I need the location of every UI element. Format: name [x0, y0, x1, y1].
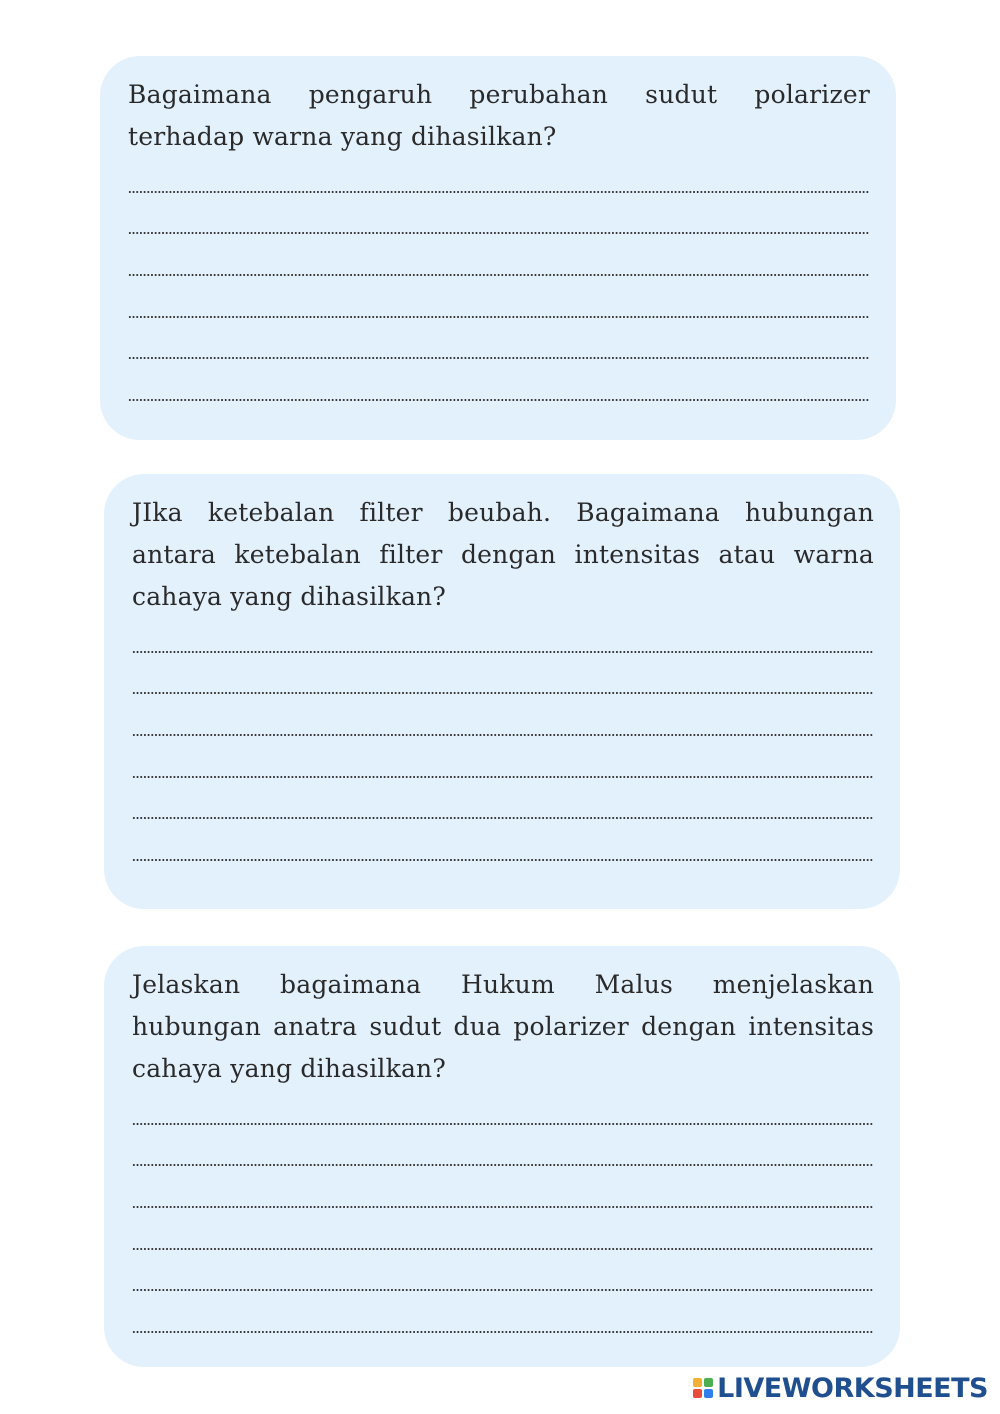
answer-line[interactable]	[132, 1221, 874, 1263]
question-text: Jelaskan bagaimana Hukum Malus menjelaskan hubungan anatra sudut dua polarizer dengan intensitas cahaya yang dihasilkan?	[132, 970, 874, 1083]
answer-line[interactable]	[132, 791, 874, 833]
answer-area[interactable]	[128, 164, 870, 414]
question-card-2	[104, 474, 900, 909]
answer-line[interactable]	[132, 1263, 874, 1305]
question-text: JIka ketebalan filter beubah. Bagaimana hubungan antara ketebalan filter dengan intensitas atau warna cahaya yang dihasilkan?	[132, 498, 874, 611]
answer-line[interactable]	[128, 289, 870, 331]
answer-line[interactable]	[132, 1179, 874, 1221]
answer-line[interactable]	[128, 247, 870, 289]
answer-line[interactable]	[132, 666, 874, 708]
answer-line[interactable]	[132, 1304, 874, 1346]
question-text: Bagaimana pengaruh perubahan sudut polarizer terhadap warna yang dihasilkan?	[128, 80, 870, 151]
answer-line[interactable]	[132, 707, 874, 749]
liveworksheets-logo-icon	[693, 1378, 713, 1398]
answer-line[interactable]	[128, 206, 870, 248]
answer-area[interactable]	[132, 1096, 874, 1346]
answer-line[interactable]	[132, 624, 874, 666]
liveworksheets-brand	[693, 1370, 988, 1406]
answer-line[interactable]	[132, 749, 874, 791]
question-card-3	[104, 946, 900, 1367]
answer-area[interactable]	[132, 624, 874, 874]
answer-line[interactable]	[132, 1096, 874, 1138]
answer-line[interactable]	[128, 372, 870, 414]
answer-line[interactable]	[128, 164, 870, 206]
answer-line[interactable]	[132, 1138, 874, 1180]
brand-name: LIVEWORKSHEETS	[717, 1372, 988, 1404]
answer-line[interactable]	[132, 832, 874, 874]
answer-line[interactable]	[128, 331, 870, 373]
question-card-1	[100, 56, 896, 440]
